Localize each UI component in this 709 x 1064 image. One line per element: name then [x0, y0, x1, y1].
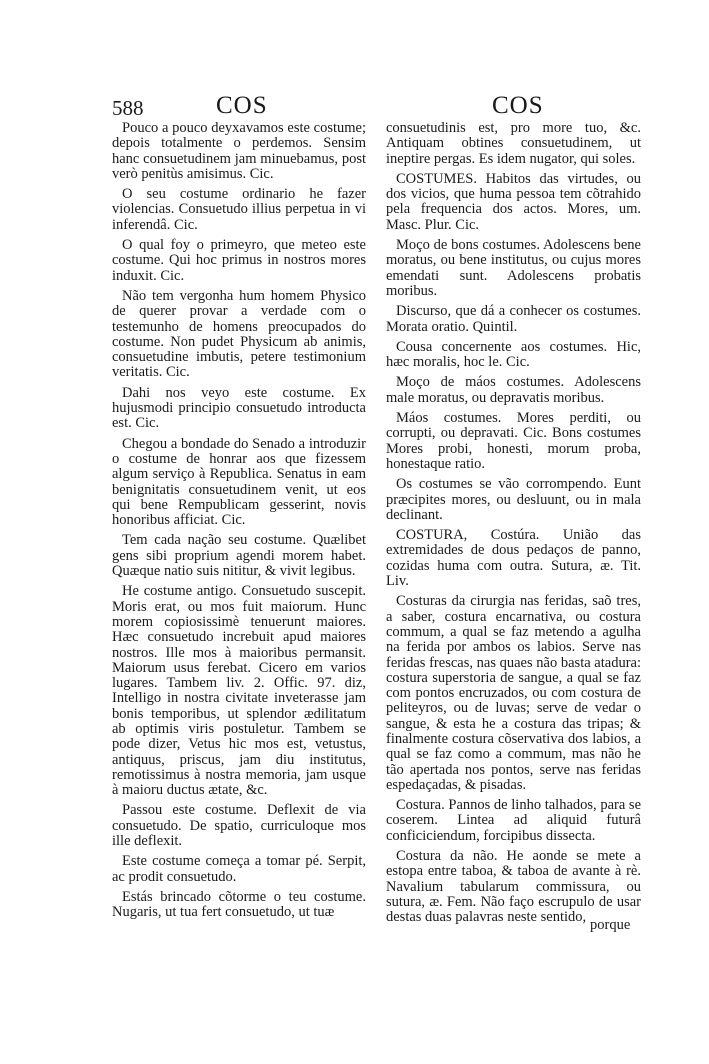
- entry: consuetudinis est, pro more tuo, &c. Antiquam obtines consuetudinem, ut ineptire pergas. Es idem nugator, qui soles.: [386, 120, 641, 167]
- running-head-right: COS: [492, 92, 544, 119]
- left-column: [112, 121, 366, 926]
- entry: Dahi nos veyo este costume. Ex hujusmodi principio consuetudo introducta est. Cic.: [112, 384, 366, 432]
- entry: COSTURA, Costúra. União das extremidades de dous pedaços de panno, cozidas huma com outra. Sutura, æ. Tit. Liv.: [386, 527, 641, 590]
- entry: Costura. Pannos de linho talhados, para se coserem. Lintea ad aliquid futurâ conficiciendum, forcipibus dissecta.: [386, 797, 641, 844]
- entry: Este costume começa a tomar pé. Serpit, ac prodit consuetudo.: [112, 853, 366, 885]
- entry: Máos costumes. Mores perditi, ou corrupti, ou depravati. Cic. Bons costumes Mores probi, honesti, morum proba, honestaque ratio.: [386, 410, 641, 472]
- entry: Costura da não. He aonde se mete a estopa entre taboa, & taboa de avante à rè. Navalium tabularum commissura, ou sutura, æ. Fem. Não faço escrupulo de usar destas duas palavras neste sentido,: [386, 848, 641, 926]
- entry: Os costumes se vão corrompendo. Eunt præcipites mores, ou desluunt, ou in mala declinant.: [386, 476, 641, 523]
- running-head-left: COS: [216, 92, 268, 119]
- entry: COSTUMES. Habitos das virtudes, ou dos vicios, que huma pessoa tem cõtrahido pela frequencia dos actos. Mores, um. Masc. Plur. Cic.: [386, 170, 641, 233]
- catchword: porque: [590, 917, 631, 933]
- entry: Costuras da cirurgia nas feridas, saõ tres, a saber, costura encarnativa, ou costura commum, a qual se faz metendo a agulha na ferida por ambos os labios. Serve nas feridas frescas, nas quaes não basta atadura: costura superstoria de sangue, a qual se faz com pontos encruzados, ou com costura de peliteyros, ou de luvas; serve de vedar o sangue, & esta he a costura das tripas; & finalmente costura cõservativa dos labios, a qual se faz como a commum, mas não he tão apertada nos pontos, serve nas feridas espedaçadas, & pisadas.: [386, 593, 641, 793]
- entry: Moço de máos costumes. Adolescens male moratus, ou depravatis moribus.: [386, 374, 641, 406]
- entry: He costume antigo. Consuetudo suscepit. Moris erat, ou mos fuit maiorum. Hunc morem copiosissimè tenuerunt maiores. Hæc consuetudo increbuit apud maiores nostros. Ille mos à maioribus permansit. Maiorum usus ferebat. Cicero em varios lugares. Tambem liv. 2. Offic. 97. diz, Intelligo in nostra civitate inveterasse jam bonis temporibus, ut splendor ædilitatum ab optimis viris postuletur. Tambem se pode dizer, Vetus hic mos est, vetustus, antiquus, priscus, jam diu institutus, remotissimus à nostra memoria, jam usque à maioru ductus ætate, &c.: [112, 583, 366, 799]
- page-header: [108, 92, 643, 122]
- entry: Chegou a bondade do Senado a introduzir o costume de honrar aos que fizessem algum serviço à Republica. Senatus in eam benignitatis consuetudinem venit, ut eos qui bene Rempublicam gesserint, novis honoribus afficiat. Cic.: [112, 435, 366, 529]
- entry: Discurso, que dá a conhecer os costumes. Morata oratio. Quintil.: [386, 303, 641, 335]
- entry: Estás brincado cõtorme o teu costume. Nugaris, ut tua fert consuetudo, ut tuæ: [112, 888, 366, 921]
- entry: O seu costume ordinario he fazer violencias. Consuetudo illius perpetua in vi inferendâ. Cic.: [112, 186, 366, 233]
- right-column: [386, 121, 641, 931]
- entry: O qual foy o primeyro, que meteo este costume. Qui hoc primus in nostros mores induxit. Cic.: [112, 237, 366, 284]
- entry: Pouco a pouco deyxavamos este costume; depois totalmente o perdemos. Sensim hanc consuetudinem jam minuebamus, post verò penitùs amisimus. Cic.: [112, 120, 366, 182]
- page-number: 588: [112, 96, 144, 120]
- entry: Cousa concernente aos costumes. Hic, hæc moralis, hoc le. Cic.: [386, 338, 641, 371]
- entry: Passou este costume. Deflexit de via consuetudo. De spatio, curriculoque mos ille deflexit.: [112, 802, 366, 850]
- entry: Não tem vergonha hum homem Physico de querer provar a verdade com o testemunho de homens preocupados do costume. Non pudet Physicum ab animis, consuetudine imbutis, petere testimonium veritatis. Cic.: [112, 287, 366, 381]
- entry: Moço de bons costumes. Adolescens bene moratus, ou bene institutus, ou cujus mores emendati sunt. Adolescens probatis moribus.: [386, 237, 641, 299]
- entry: Tem cada nação seu costume. Quælibet gens sibi proprium agendi morem habet. Quæque natio suis nititur, & vivit legibus.: [112, 532, 366, 580]
